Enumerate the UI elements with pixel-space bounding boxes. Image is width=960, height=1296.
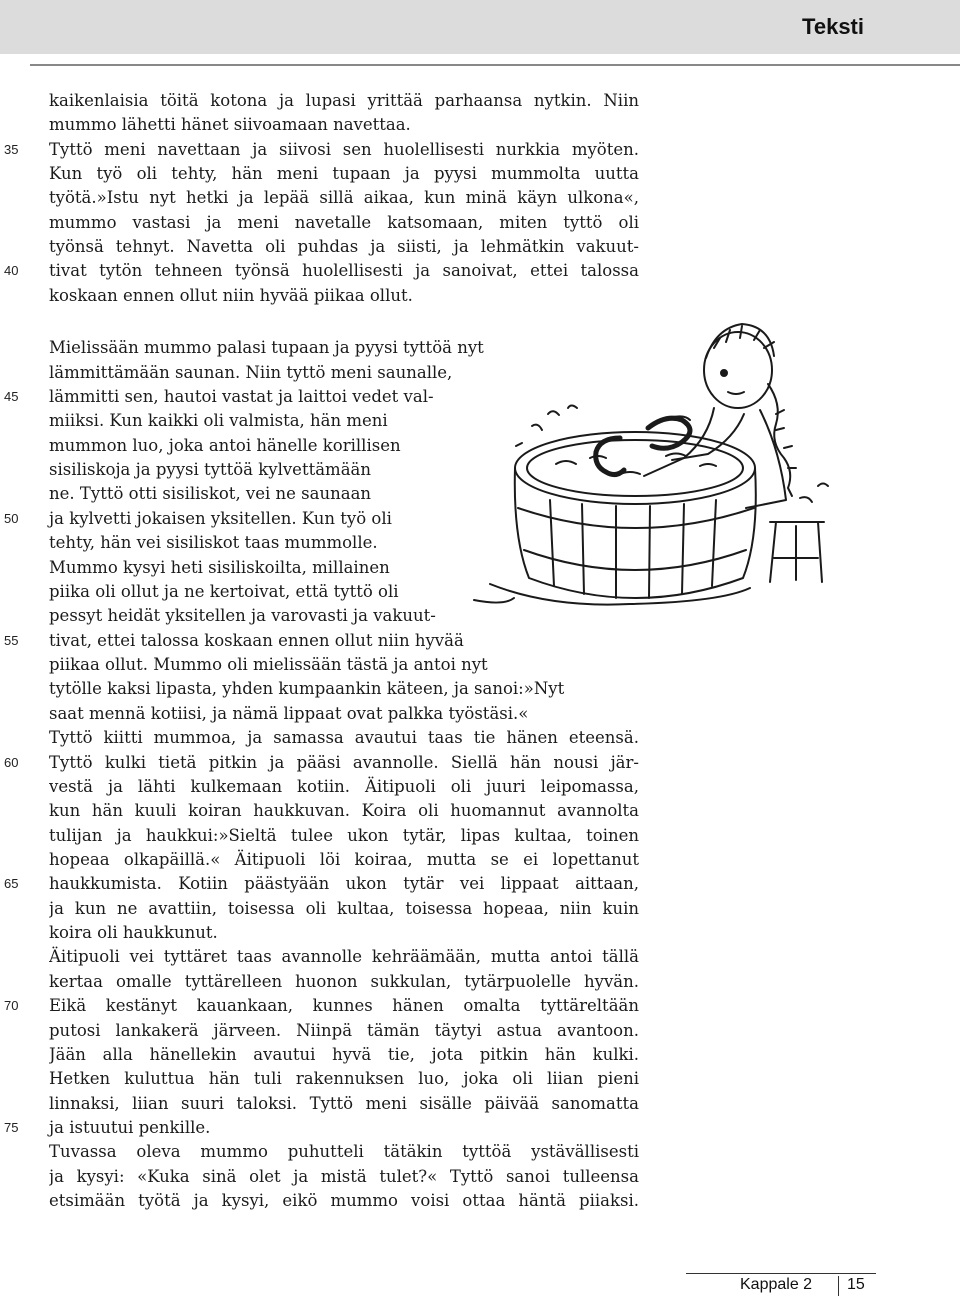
- text-line: mummo vastasi ja meni navetalle katsomaan, miten tyttö oli: [49, 213, 639, 232]
- text-line: Eikä kestänyt kauankaan, kunnes hänen omalta tyttäreltään: [49, 996, 639, 1015]
- text-line: pessyt heidät yksitellen ja varovasti ja vakuut-: [49, 606, 436, 625]
- tub-hoop: [518, 508, 754, 528]
- text-line: piika oli ollut ja ne kertoivat, että tyttö oli: [49, 582, 399, 601]
- text-line: Tyttö kulki tietä pitkin ja pääsi avannolle. Siellä hän nousi jär-: [49, 753, 639, 772]
- text-line: ja kylvetti jokaisen yksitellen. Kun työ oli: [49, 509, 392, 528]
- line-number: 50: [4, 511, 19, 526]
- text-line: kaikenlaisia töitä kotona ja lupasi yrittää parhaansa nytkin. Niin: [49, 91, 639, 110]
- text-line: ne. Tyttö otti sisiliskot, vei ne saunaan: [49, 484, 372, 503]
- girl-mouth: [728, 392, 744, 394]
- text-line: piikaa ollut. Mummo oli mielissään tästä ja antoi nyt: [49, 655, 488, 674]
- splash-mark: [800, 497, 812, 502]
- header-divider: [30, 64, 960, 66]
- text-line: lämmittämään saunan. Niin tyttö meni saunalle,: [49, 363, 453, 382]
- line-number: 55: [4, 633, 19, 648]
- text-line: koira oli haukkunut.: [49, 923, 218, 942]
- tub-staves: [550, 500, 716, 598]
- text-line: mummo lähetti hänet siivoamaan navettaa.: [49, 115, 411, 134]
- text-line: koskaan ennen ollut niin hyvää piikaa ollut.: [49, 286, 413, 305]
- text-line: ja kysyi: «Kuka sinä olet ja mistä tulet?« Tyttö sanoi tulleensa: [49, 1167, 639, 1186]
- splash-mark: [568, 406, 577, 409]
- text-line: tivat, ettei talossa koskaan ennen ollut niin hyvää: [49, 631, 464, 650]
- text-line: saat mennä kotiisi, ja nämä lippaat ovat palkka työstäsi.«: [49, 704, 529, 723]
- line-number: 70: [4, 998, 19, 1013]
- text-line: Äitipuoli vei tyttäret taas avannolle kehräämään, mutta antoi tällä: [49, 947, 639, 966]
- text-line: Tuvassa oleva mummo puhutteli tätäkin tyttöä ystävällisesti: [49, 1142, 639, 1161]
- text-line: linnaksi, liian suuri taloksi. Tyttö meni sisälle päivää sanomatta: [49, 1094, 639, 1113]
- text-line: Mummo kysyi heti sisiliskoilta, millainen: [49, 558, 390, 577]
- text-line: Hetken kuluttua hän tuli rakennuksen luo, joka oli liian pieni: [49, 1069, 639, 1088]
- text-line: putosi lankakerä järveen. Niinpä tämän täytyi astua avantoon.: [49, 1021, 639, 1040]
- line-number: 75: [4, 1120, 19, 1135]
- text-line: sisiliskoja ja pyysi tyttöä kylvettämään: [49, 460, 371, 479]
- header-bar: [0, 0, 960, 54]
- text-line: kun hän kuuli koiran haukkuvan. Koira oli huomannut avannolta: [49, 801, 639, 820]
- text-line: miiksi. Kun kaikki oli valmista, hän meni: [49, 411, 388, 430]
- text-line: tytölle kaksi lipasta, yhden kumpaankin käteen, ja sanoi:»Nyt: [49, 679, 565, 698]
- girl-eye: [721, 370, 727, 376]
- tub-rim: [515, 432, 755, 504]
- line-number: 65: [4, 876, 19, 891]
- footer-rule: [686, 1273, 876, 1274]
- text-line: ja kun ne avattiin, toisessa oli kultaa, toisessa hopeaa, niin kuin: [49, 899, 639, 918]
- footer-chapter: Kappale 2: [740, 1276, 813, 1293]
- line-number: 60: [4, 755, 19, 770]
- text-line: vestä ja lähti kulkemaan kotiin. Äitipuoli oli juuri leipomassa,: [49, 777, 639, 796]
- text-line: Tyttö kiitti mummoa, ja samassa avautui taas tie hänen eteensä.: [49, 728, 639, 747]
- text-line: etsimään työtä ja kysyi, eikö mummo voisi ottaa häntä piiaksi.: [49, 1191, 639, 1210]
- text-line: työtä.»Istu nyt hetki ja lepää sillä aikaa, kun minä käyn ulkona«,: [49, 188, 639, 207]
- text-line: ja istuutui penkille.: [49, 1118, 211, 1137]
- text-line: Tyttö meni navettaan ja siivosi sen huolellisesti nurkkia myöten.: [49, 140, 639, 159]
- footer-separator: [838, 1276, 839, 1296]
- text-line: lämmitti sen, hautoi vastat ja laittoi vedet val-: [49, 387, 434, 406]
- text-line: mummon luo, joka antoi hänelle korillisen: [49, 436, 401, 455]
- illustration-girl-tub: [470, 318, 870, 636]
- splash-mark: [548, 411, 559, 415]
- text-line: Jään alla hänellekin avautui hyvä tie, jota pitkin hän kulki.: [49, 1045, 639, 1064]
- girl-head: [704, 332, 772, 408]
- text-line: Kun työ oli tehty, hän meni tupaan ja pyysi mummolta uutta: [49, 164, 639, 183]
- text-line: tivat tytön tehneen työnsä huolellisesti ja sanoivat, ettei talossa: [49, 261, 639, 280]
- splash-mark: [516, 443, 522, 446]
- splash-mark: [532, 425, 542, 430]
- line-number: 40: [4, 263, 19, 278]
- splash-mark: [818, 484, 828, 487]
- text-line: haukkumista. Kotiin päästyään ukon tytär vei lippaat aittaan,: [49, 874, 639, 893]
- text-line: tulijan ja haukkui:»Sieltä tulee ukon tytär, lipas kultaa, toinen: [49, 826, 639, 845]
- text-line: Mielissään mummo palasi tupaan ja pyysi tyttöä nyt: [49, 338, 484, 357]
- text-line: hopeaa olkapäillä.« Äitipuoli löi koiraa, mutta se ei lopettanut: [49, 850, 639, 869]
- text-line: työnsä tehnyt. Navetta oli puhdas ja siisti, ja lehmätkin vakuut-: [49, 237, 639, 256]
- floor-puddle: [474, 598, 514, 603]
- line-number: 35: [4, 142, 19, 157]
- tub-inner-rim: [527, 440, 743, 496]
- line-number: 45: [4, 389, 19, 404]
- text-line: tehty, hän vei sisiliskot taas mummolle.: [49, 533, 378, 552]
- page-number: 15: [847, 1276, 865, 1293]
- stool: [770, 522, 824, 582]
- text-line: kertaa omalle tyttärelleen huonon sukkulan, tytärpuolelle hyvän.: [49, 972, 639, 991]
- girl-hair-strands: [714, 326, 774, 348]
- page-section-title: Teksti: [802, 14, 864, 39]
